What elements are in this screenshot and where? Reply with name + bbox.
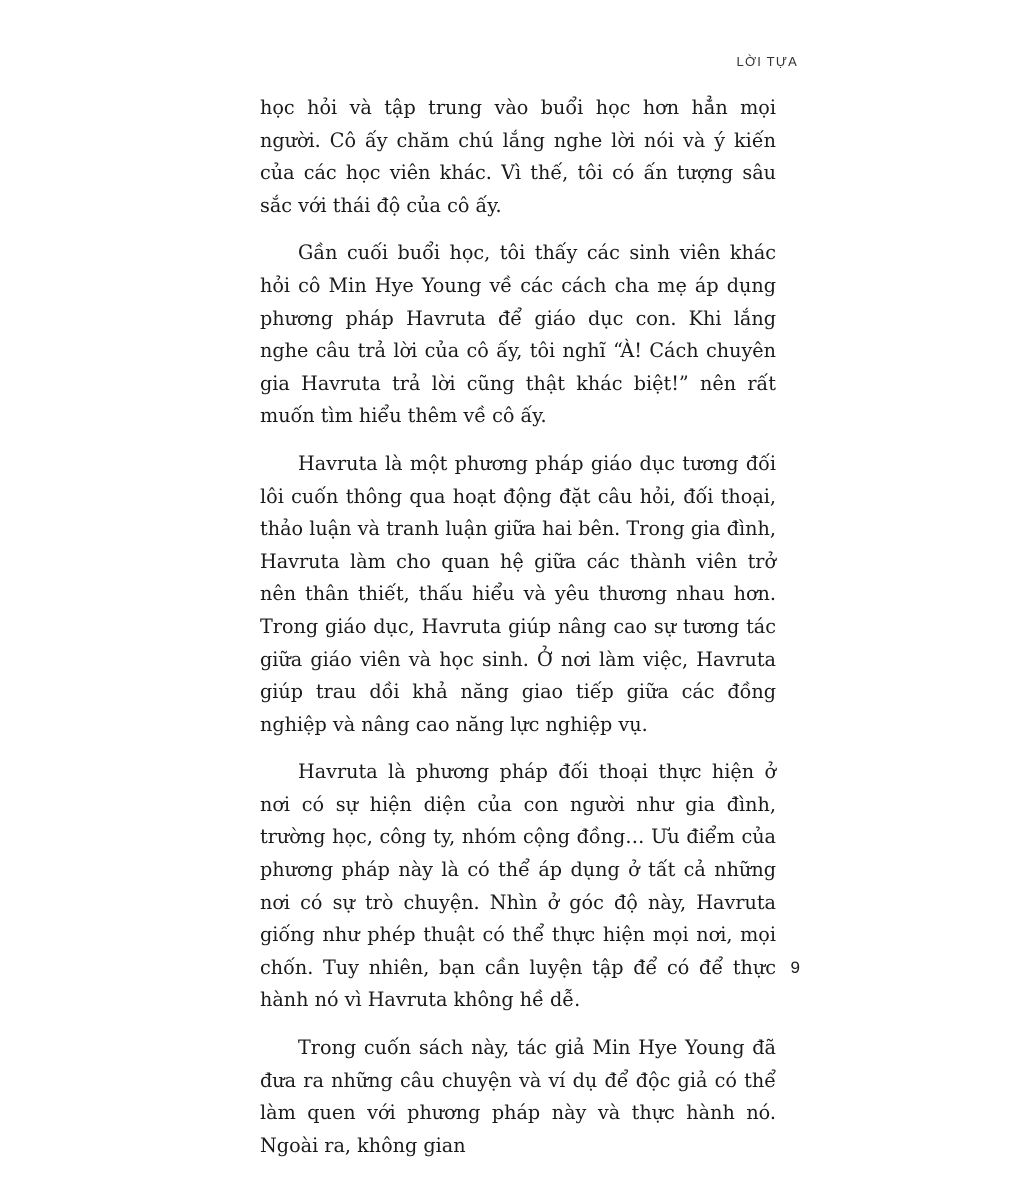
page-number: 9 [790, 958, 800, 977]
paragraph: Trong cuốn sách này, tác giả Min Hye Young đã đưa ra những câu chuyện và ví dụ để độc giả có thể làm quen với phương pháp này và thực hành nó. Ngoài ra, không gian [260, 1036, 776, 1157]
running-head: LỜI TỰA [736, 54, 798, 69]
paragraph-continued: học hỏi và tập trung vào buổi học hơn hẳn mọi người. Cô ấy chăm chú lắng nghe lời nói và ý kiến của các học viên khác. Vì thế, tôi có ấn tượng sâu sắc với thái độ của cô ấy. [260, 96, 776, 217]
body-text [260, 92, 776, 1177]
paragraph: Havruta là một phương pháp giáo dục tương đối lôi cuốn thông qua hoạt động đặt câu hỏi, đối thoại, thảo luận và tranh luận giữa hai bên. Trong gia đình, Havruta làm cho quan hệ giữa các thành viên trở nên thân thiết, thấu hiểu và yêu thương nhau hơn. Trong giáo dục, Havruta giúp nâng cao sự tương tác giữa giáo viên và học sinh. Ở nơi làm việc, Havruta giúp trau dồi khả năng giao tiếp giữa các đồng nghiệp và nâng cao năng lực nghiệp vụ. [260, 451, 776, 736]
paragraph: Havruta là phương pháp đối thoại thực hiện ở nơi có sự hiện diện của con người như gia đình, trường học, công ty, nhóm cộng đồng… Ưu điểm của phương pháp này là có thể áp dụng ở tất cả những nơi có sự trò chuyện. Nhìn ở góc độ này, Havruta giống như phép thuật có thể thực hiện mọi nơi, mọi chốn. Tuy nhiên, bạn cần luyện tập để có để thực hành nó vì Havruta không hề dễ. [260, 760, 776, 1012]
paragraph: Gần cuối buổi học, tôi thấy các sinh viên khác hỏi cô Min Hye Young về các cách cha mẹ áp dụng phương pháp Havruta để giáo dục con. Khi lắng nghe câu trả lời của cô ấy, tôi nghĩ “À! Cách chuyên gia Havruta trả lời cũng thật khác biệt!” nên rất muốn tìm hiểu thêm về cô ấy. [260, 241, 776, 428]
